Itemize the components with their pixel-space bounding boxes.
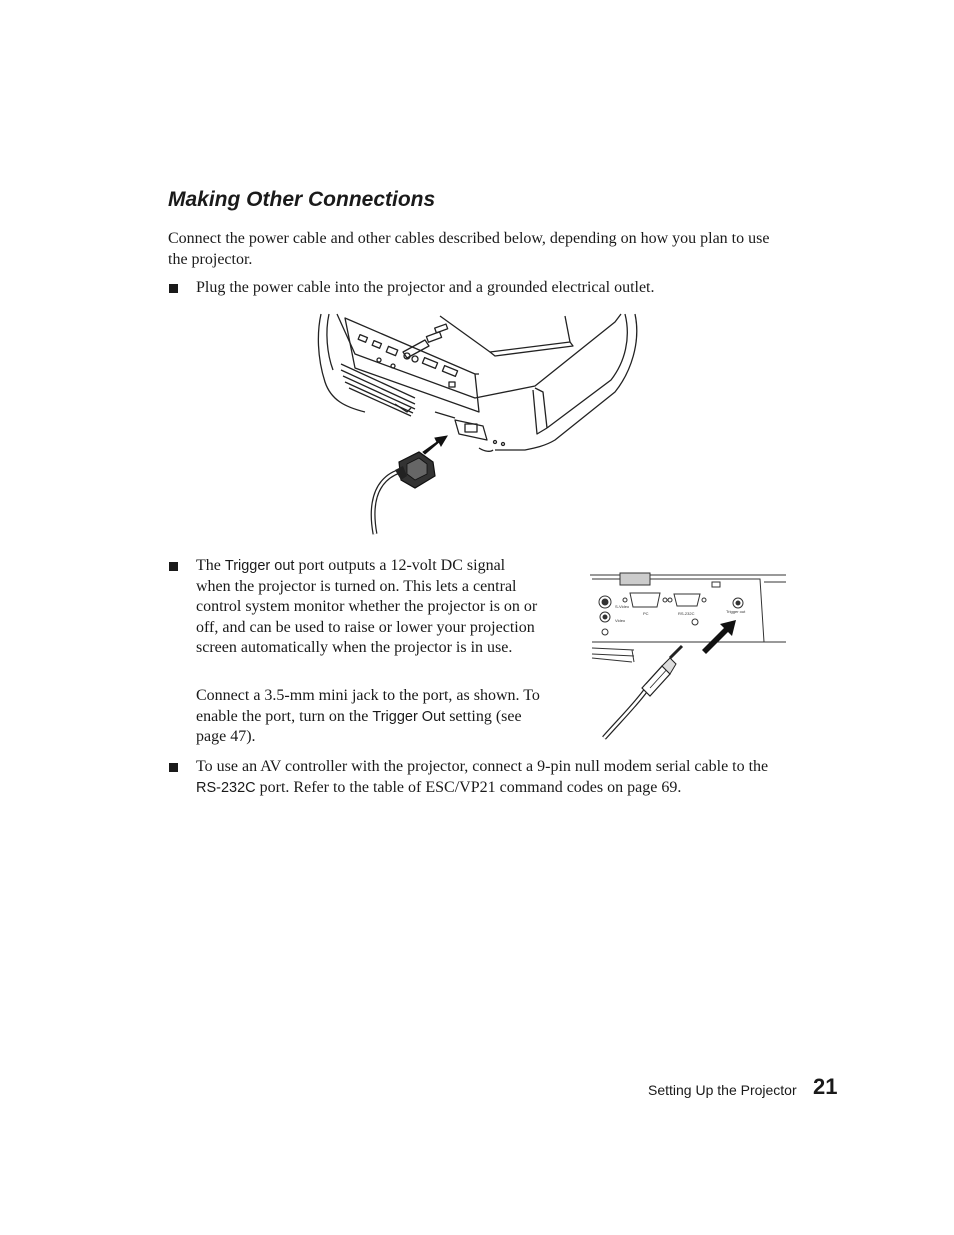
label-svideo: S-Video (615, 604, 630, 609)
footer-section-label: Setting Up the Projector (648, 1082, 797, 1098)
bullet-rs232c: To use an AV controller with the projector, connect a 9-pin null modem serial cable to the RS-232C port. Refer to the table of ESC/VP21 command codes on page 69. (196, 758, 769, 796)
bullet-marker (169, 763, 178, 772)
projector-power-illustration (315, 312, 640, 538)
label-pc: PC (643, 611, 649, 616)
label-trigger-out: Trigger out (726, 609, 746, 614)
bullet-marker (169, 562, 178, 571)
intro-paragraph: Connect the power cable and other cables described below, depending on how you plan to use the projector. (168, 230, 770, 268)
trigger-out-illustration (590, 570, 788, 742)
bullet-power-cable: Plug the power cable into the projector and a grounded electrical outlet. (196, 279, 655, 296)
bullet-trigger-out: The Trigger out port outputs a 12-volt DC signal when the projector is turned on. This lets a central control system monitor whether the projector is on or off, and can be used to raise or lower your projection screen automatically when the projector is in use. (196, 557, 538, 656)
bullet-marker (169, 284, 178, 293)
term-trigger-out-setting: Trigger Out (372, 708, 446, 725)
trigger-out-instructions: Connect a 3.5-mm mini jack to the port, as shown. To enable the port, turn on the Trigger Out setting (see page 47). (196, 687, 540, 745)
label-video: Video (615, 618, 626, 623)
term-trigger-out: Trigger out (224, 558, 295, 574)
section-title: Making Other Connections (168, 188, 436, 211)
page-number: 21 (813, 1074, 838, 1099)
label-rs232c: RS-232C (678, 611, 695, 616)
term-rs232c: RS-232C (196, 779, 256, 796)
